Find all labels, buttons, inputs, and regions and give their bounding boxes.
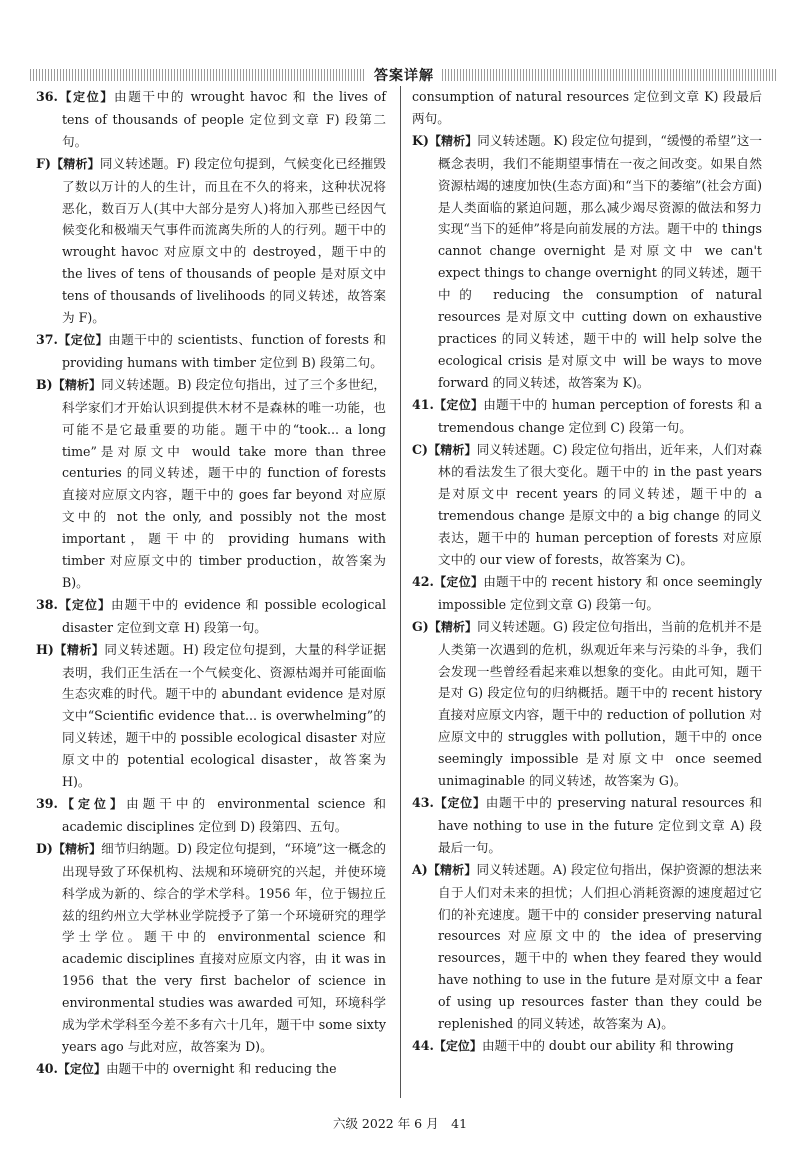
- answer-header-band: [30, 66, 778, 84]
- question-number: 41.: [412, 396, 434, 412]
- paragraph-text: 由题干中的 wrought havoc 和 the lives of tens of thousands of people 定位到文章 F) 段第二句。: [62, 89, 386, 149]
- paragraph-text: 同义转述题。H) 段定位句提到，大量的科学证据表明，我们正生活在一个气候变化、资源枯竭并可能面临生态灾难的时代。题干中的 abundant evidence 是对原文中“Scientific evidence that... is overwhelming”的同义转述，题干中的 possible ecological disaster 对应原文中的 potential ecological disaster，故答案为 H)。: [62, 641, 386, 790]
- paragraph-text: 同义转述题。G) 段定位句指出，当前的危机并不是人类第一次遇到的危机，纵观近年来与污染的斗争，我们会发现一些曾经看起来难以想象的变化。由此可知，题干是对 G) 段定位句的归纳概括。题干中的 recent history 直接对应原文内容，题干中的 reduction of pollution 对应原文中的 struggles with pollution，题干中的 once seemingly impossible 是对原文中 once seemed unimaginable 的同义转述，故答案为 G)。: [438, 618, 762, 789]
- locate-tag: 【定位】: [57, 797, 127, 811]
- question-number: 36.: [36, 89, 58, 104]
- locate-paragraph: [412, 792, 762, 859]
- answer-letter: H): [36, 641, 54, 657]
- analysis-tag: 【精析】: [52, 377, 102, 392]
- paragraph-text: 由题干中的 recent history 和 once seemingly impossible 定位到文章 G) 段第一句。: [438, 573, 762, 612]
- paragraph-text: 细节归纳题。D) 段定位句提到，“环境”这一概念的出现导致了环保机构、法规和环境研究的兴起，并使环境科学成为新的、综合的学术学科。1956 年，位于锡拉丘兹的纽约州立大学林业学院授予了第一个环境研究的理学学士学位。题干中的 environmental science 和 academic disciplines 直接对应原文内容，由 it was in 1956 that the very first bachelor of science in environmental studies was awarded 可知，环境科学成为学术学科至今差不多有六十几年，题干中 some sixty years ago 与此对应，故答案为 D)。: [62, 840, 386, 1054]
- analysis-paragraph: [36, 153, 386, 329]
- paragraph-text: 由题干中的 preserving natural resources 和 have nothing to use in the future 定位到文章 A) 段最后一句。: [438, 795, 762, 855]
- paragraph-text: 由题干中的 environmental science 和 academic disciplines 定位到 D) 段第四、五句。: [62, 796, 386, 834]
- answer-letter: K): [412, 132, 429, 148]
- locate-tag: 【定位】: [57, 597, 112, 612]
- locate-tag: 【定位】: [57, 332, 109, 347]
- answer-letter: G): [412, 618, 429, 634]
- question-number: 39.: [36, 796, 58, 811]
- header-stripe-right: [442, 69, 778, 81]
- locate-paragraph: [36, 594, 386, 639]
- analysis-tag: 【精析】: [50, 156, 100, 171]
- answer-letter: C): [412, 441, 428, 457]
- question-number: 42.: [412, 573, 434, 589]
- question-number: 38.: [36, 596, 58, 612]
- locate-tag: 【定位】: [433, 574, 484, 589]
- analysis-tag: 【精析】: [428, 133, 478, 148]
- paragraph-text: 同义转述题。F) 段定位句提到，气候变化已经摧毁了数以万计的人的生计，而且在不久的将来，这种状况将恶化，数百万人(其中大部分是穷人)将加入那些已经因气候变化和极端天气事件而流离失所的人的行列。题干中的 wrought havoc 对应原文中的 destroyed，题干中的 the lives of tens of thousands of people 是对原文中 tens of thousands of livelihoods 的同义转述，故答案为 F)。: [62, 155, 386, 326]
- paragraph-text: consumption of natural resources 定位到文章 K) 段最后两句。: [412, 89, 762, 126]
- analysis-tag: 【精析】: [52, 841, 102, 856]
- column-divider: [400, 86, 401, 1098]
- analysis-paragraph: [412, 616, 762, 792]
- analysis-paragraph: [36, 374, 386, 594]
- paragraph-text: 由题干中的 overnight 和 reducing the: [105, 1060, 337, 1076]
- right-column: [412, 86, 762, 1058]
- paragraph-text: 同义转述题。A) 段定位句指出，保护资源的想法来自于人们对未来的担忧；人们担心消耗资源的速度超过它们的补充速度。题干中的 consider preserving natural resources 对应原文中的 the idea of preserving resources，题干中的 when they feared they would have nothing to use in the future 是对原文中 a fear of using up resources faster than they could be replenished 的同义转述，故答案为 A)。: [438, 861, 762, 1032]
- paragraph-text: 同义转述题。K) 段定位句提到，“缓慢的希望”这一概念表明，我们不能期望事情在一夜之间改变。如果自然资源枯竭的速度加快(生态方面)和“当下的萎缩”(社会方面)是人类面临的紧迫问题，那么减少竭尽资源的做法和努力实现“当下的延伸”将是向前发展的方法。题干中的 things cannot change overnight 是对原文中 we can't expect things to change overnight 的同义转述，题干中的 reducing the consumption of natural resources 是对原文中 cutting down on exhaustive practices 的同义转述，题干中的 will help solve the ecological crisis 是对原文中 will be ways to move forward 的同义转述，故答案为 K)。: [438, 132, 762, 390]
- question-number: 40.: [36, 1060, 58, 1076]
- locate-tag: 【定位】: [433, 1038, 482, 1053]
- locate-paragraph: [412, 571, 762, 616]
- paragraph-text: 由题干中的 doubt our ability 和 throwing: [481, 1037, 734, 1053]
- continued-paragraph: [412, 86, 762, 130]
- left-column: [36, 86, 386, 1081]
- page-title: 答案详解: [374, 68, 434, 84]
- locate-paragraph: [36, 793, 386, 838]
- question-number: 44.: [412, 1037, 434, 1053]
- locate-tag: 【定位】: [433, 796, 486, 810]
- question-number: 37.: [36, 331, 58, 347]
- analysis-tag: 【精析】: [427, 862, 477, 877]
- locate-paragraph: [36, 86, 386, 153]
- paragraph-text: 由题干中的 evidence 和 possible ecological disaster 定位到文章 H) 段第一句。: [62, 596, 386, 635]
- paragraph-text: 由题干中的 scientists、function of forests 和 providing humans with timber 定位到 B) 段第二句。: [62, 331, 386, 370]
- answer-letter: A): [412, 861, 428, 877]
- analysis-tag: 【精析】: [428, 619, 478, 634]
- answer-letter: D): [36, 840, 53, 856]
- locate-tag: 【定位】: [57, 90, 114, 104]
- answer-letter: B): [36, 376, 53, 392]
- question-number: 43.: [412, 795, 434, 810]
- analysis-paragraph: [412, 859, 762, 1035]
- paragraph-text: 同义转述题。B) 段定位句指出，过了三个多世纪，科学家们才开始认识到提供木材不是森林的唯一功能，也可能不是它最重要的功能。题干中的“took... a long time”是对原文中 would take more than three centuries 的同义转述，题干中的 function of forests 直接对应原文内容，题干中的 goes far beyond 对应原文中的 not the only, and possibly not the most important，题干中的 providing humans with timber 对应原文中的 timber production，故答案为 B)。: [62, 376, 386, 590]
- locate-paragraph: [412, 1035, 762, 1058]
- locate-paragraph: [412, 394, 762, 439]
- analysis-tag: 【精析】: [427, 442, 477, 457]
- header-stripe-left: [30, 69, 366, 81]
- answer-letter: F): [36, 155, 51, 171]
- paragraph-text: 同义转述题。C) 段定位句指出，近年来，人们对森林的看法发生了很大变化。题干中的 in the past years 是对原文中 recent years 的同义转述，题干中的 a tremendous change 是原文中的 a big change 的同义表达，题干中的 human perception of forests 对应原文中的 our view of forests，故答案为 C)。: [438, 441, 762, 568]
- analysis-paragraph: [412, 439, 762, 571]
- analysis-paragraph: [36, 838, 386, 1058]
- locate-tag: 【定位】: [57, 1061, 106, 1076]
- paragraph-text: 由题干中的 human perception of forests 和 a tremendous change 定位到 C) 段第一句。: [438, 396, 762, 435]
- analysis-paragraph: [412, 130, 762, 394]
- locate-tag: 【定位】: [433, 397, 484, 412]
- locate-paragraph: [36, 1058, 386, 1081]
- analysis-paragraph: [36, 639, 386, 793]
- page-footer: 六级 2022 年 6 月 41: [332, 1116, 468, 1131]
- analysis-tag: 【精析】: [53, 642, 105, 657]
- locate-paragraph: [36, 329, 386, 374]
